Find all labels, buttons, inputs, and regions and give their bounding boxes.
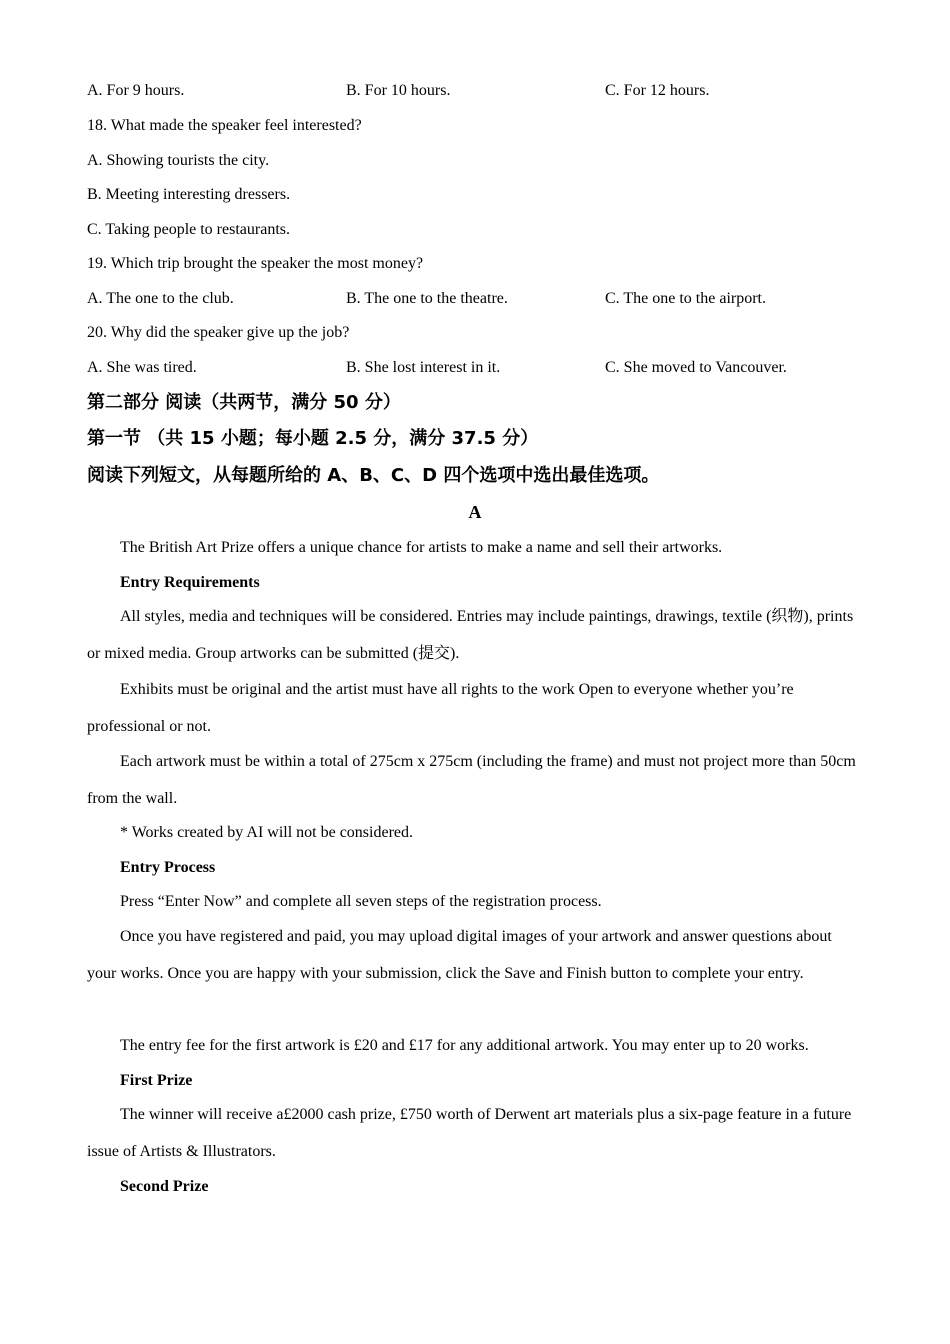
requirements-paragraph-1: All styles, media and techniques will be considered. Entries may include paintings, drawings, textile (织物), prints or mixed media. Group artworks can be submitted (提交). <box>87 608 854 662</box>
process-paragraph-2: Once you have registered and paid, you may upload digital images of your artwork and answer questions about your works. Once you are happy with your submission, click the Save and Finish button to complete your entry. <box>87 928 832 982</box>
q17-option-a: A. For 9 hours. <box>87 82 185 99</box>
process-paragraph-1: Press “Enter Now” and complete all seven steps of the registration process. <box>120 893 602 910</box>
process-paragraph-3: The entry fee for the first artwork is £20 and £17 for any additional artwork. You may enter up to 20 works. <box>120 1037 809 1054</box>
entry-process-heading: Entry Process <box>120 859 216 876</box>
q18-question: 18. What made the speaker feel interested? <box>87 117 362 134</box>
passage-title: A <box>468 502 482 522</box>
ai-note: * Works created by AI will not be considered. <box>120 824 414 841</box>
reading-instructions: 阅读下列短文，从每题所给的 A、B、C、D 四个选项中选出最佳选项。 <box>87 465 660 486</box>
q19-option-b: B. The one to the theatre. <box>346 290 508 307</box>
q20-option-a: A. She was tired. <box>87 359 197 376</box>
requirements-paragraph-2: Exhibits must be original and the artist must have all rights to the work Open to everyone whether you’re professional or not. <box>87 681 794 735</box>
q18-option-b: B. Meeting interesting dressers. <box>87 186 291 203</box>
entry-requirements-heading: Entry Requirements <box>120 574 260 591</box>
q20-option-c: C. She moved to Vancouver. <box>605 359 787 376</box>
q20-question: 20. Why did the speaker give up the job? <box>87 324 350 341</box>
q18-option-c: C. Taking people to restaurants. <box>87 221 290 238</box>
q19-option-c: C. The one to the airport. <box>605 290 766 307</box>
part2-section1-heading: 第一节 （共 15 小题；每小题 2.5 分，满分 37.5 分） <box>87 428 539 449</box>
q19-question: 19. Which trip brought the speaker the most money? <box>87 255 424 272</box>
first-prize-heading: First Prize <box>120 1072 193 1089</box>
requirements-paragraph-3: Each artwork must be within a total of 275cm x 275cm (including the frame) and must not project more than 50cm from the wall. <box>87 753 856 807</box>
q19-option-a: A. The one to the club. <box>87 290 234 307</box>
second-prize-heading: Second Prize <box>120 1178 209 1195</box>
passage-intro: The British Art Prize offers a unique chance for artists to make a name and sell their artworks. <box>120 539 723 556</box>
q17-option-b: B. For 10 hours. <box>346 82 451 99</box>
q20-option-b: B. She lost interest in it. <box>346 359 501 376</box>
q17-option-c: C. For 12 hours. <box>605 82 710 99</box>
part2-heading: 第二部分 阅读（共两节，满分 50 分） <box>87 392 401 413</box>
q18-option-a: A. Showing tourists the city. <box>87 152 270 169</box>
first-prize-paragraph: The winner will receive a£2000 cash prize, £750 worth of Derwent art materials plus a six-page feature in a future issue of Artists & Illustrators. <box>87 1106 852 1160</box>
